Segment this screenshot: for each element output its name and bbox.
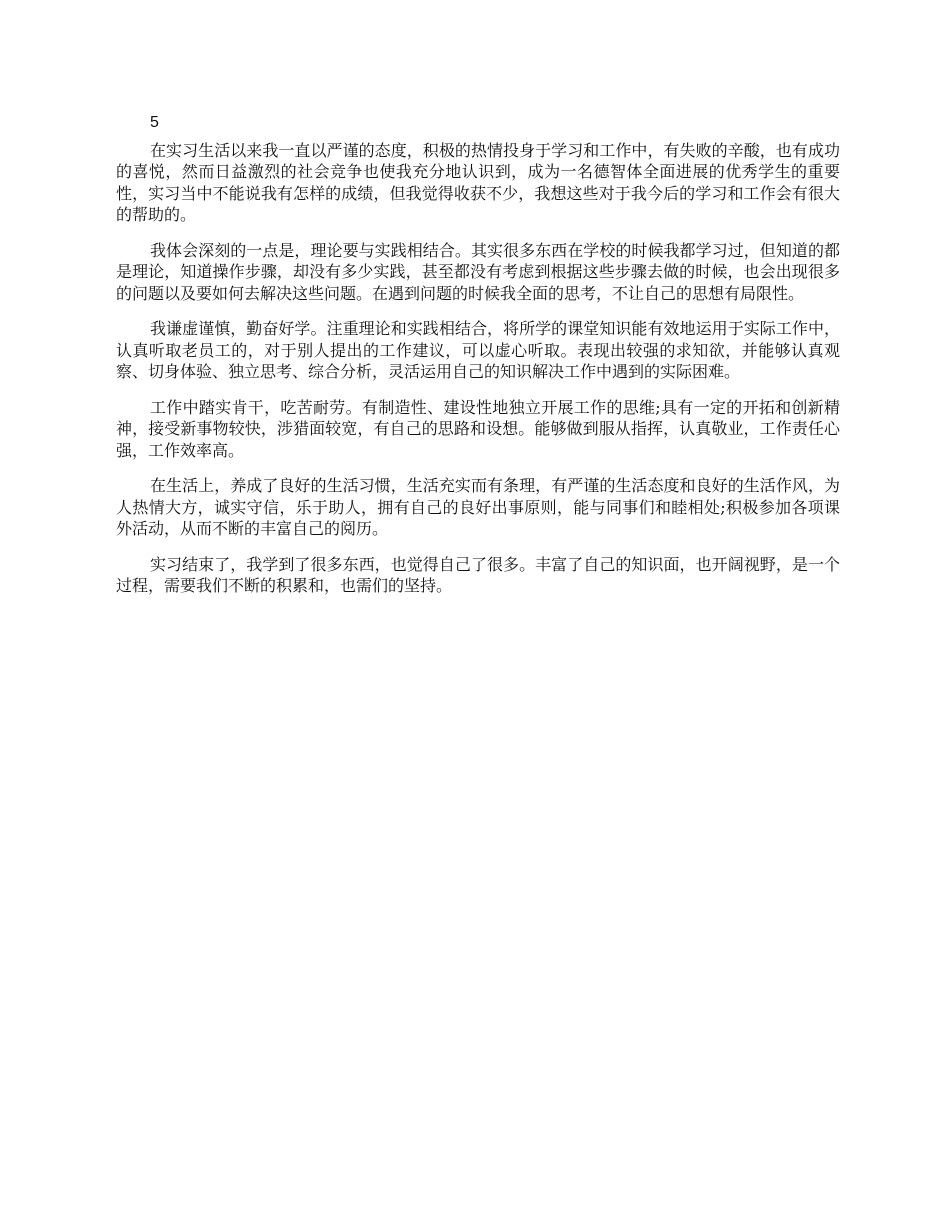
page-number: 5 <box>150 114 159 131</box>
paragraph-2: 我体会深刻的一点是，理论要与实践相结合。其实很多东西在学校的时候我都学习过，但知道的都是理论，知道操作步骤，却没有多少实践，甚至都没有考虑到根据这些步骤去做的时候，也会出现很多的问题以及要如何去解决这些问题。在遇到问题的时候我全面的思考，不让自己的思想有局限性。 <box>116 240 840 303</box>
paragraph-6: 实习结束了，我学到了很多东西，也觉得自己了很多。丰富了自己的知识面，也开阔视野，是一个过程，需要我们不断的积累和，也需们的坚持。 <box>116 554 840 595</box>
paragraph-5: 在生活上，养成了良好的生活习惯，生活充实而有条理，有严谨的生活态度和良好的生活作风，为人热情大方，诚实守信，乐于助人，拥有自己的良好出事原则，能与同事们和睦相处;积极参加各项课外活动，从而不断的丰富自己的阅历。 <box>116 476 840 538</box>
document-body <box>116 112 840 611</box>
paragraph-4: 工作中踏实肯干，吃苦耐劳。有制造性、建设性地独立开展工作的思维;具有一定的开拓和创新精神，接受新事物较快，涉猎面较宽，有自己的思路和设想。能够做到服从指挥，认真敬业，工作责任心强，工作效率高。 <box>116 397 840 460</box>
paragraph-3: 我谦虚谨慎，勤奋好学。注重理论和实践相结合，将所学的课堂知识能有效地运用于实际工作中，认真听取老员工的，对于别人提出的工作建议，可以虚心听取。表现出较强的求知欲，并能够认真观察、切身体验、独立思考、综合分析，灵活运用自己的知识解决工作中遇到的实际困难。 <box>116 319 840 381</box>
paragraph-1: 在实习生活以来我一直以严谨的态度，积极的热情投身于学习和工作中，有失败的辛酸，也有成功的喜悦，然而日益激烈的社会竞争也使我充分地认识到，成为一名德智体全面进展的优秀学生的重要性，实习当中不能说我有怎样的成绩，但我觉得收获不少，我想这些对于我今后的学习和工作会有很大的帮助的。 <box>116 140 840 224</box>
